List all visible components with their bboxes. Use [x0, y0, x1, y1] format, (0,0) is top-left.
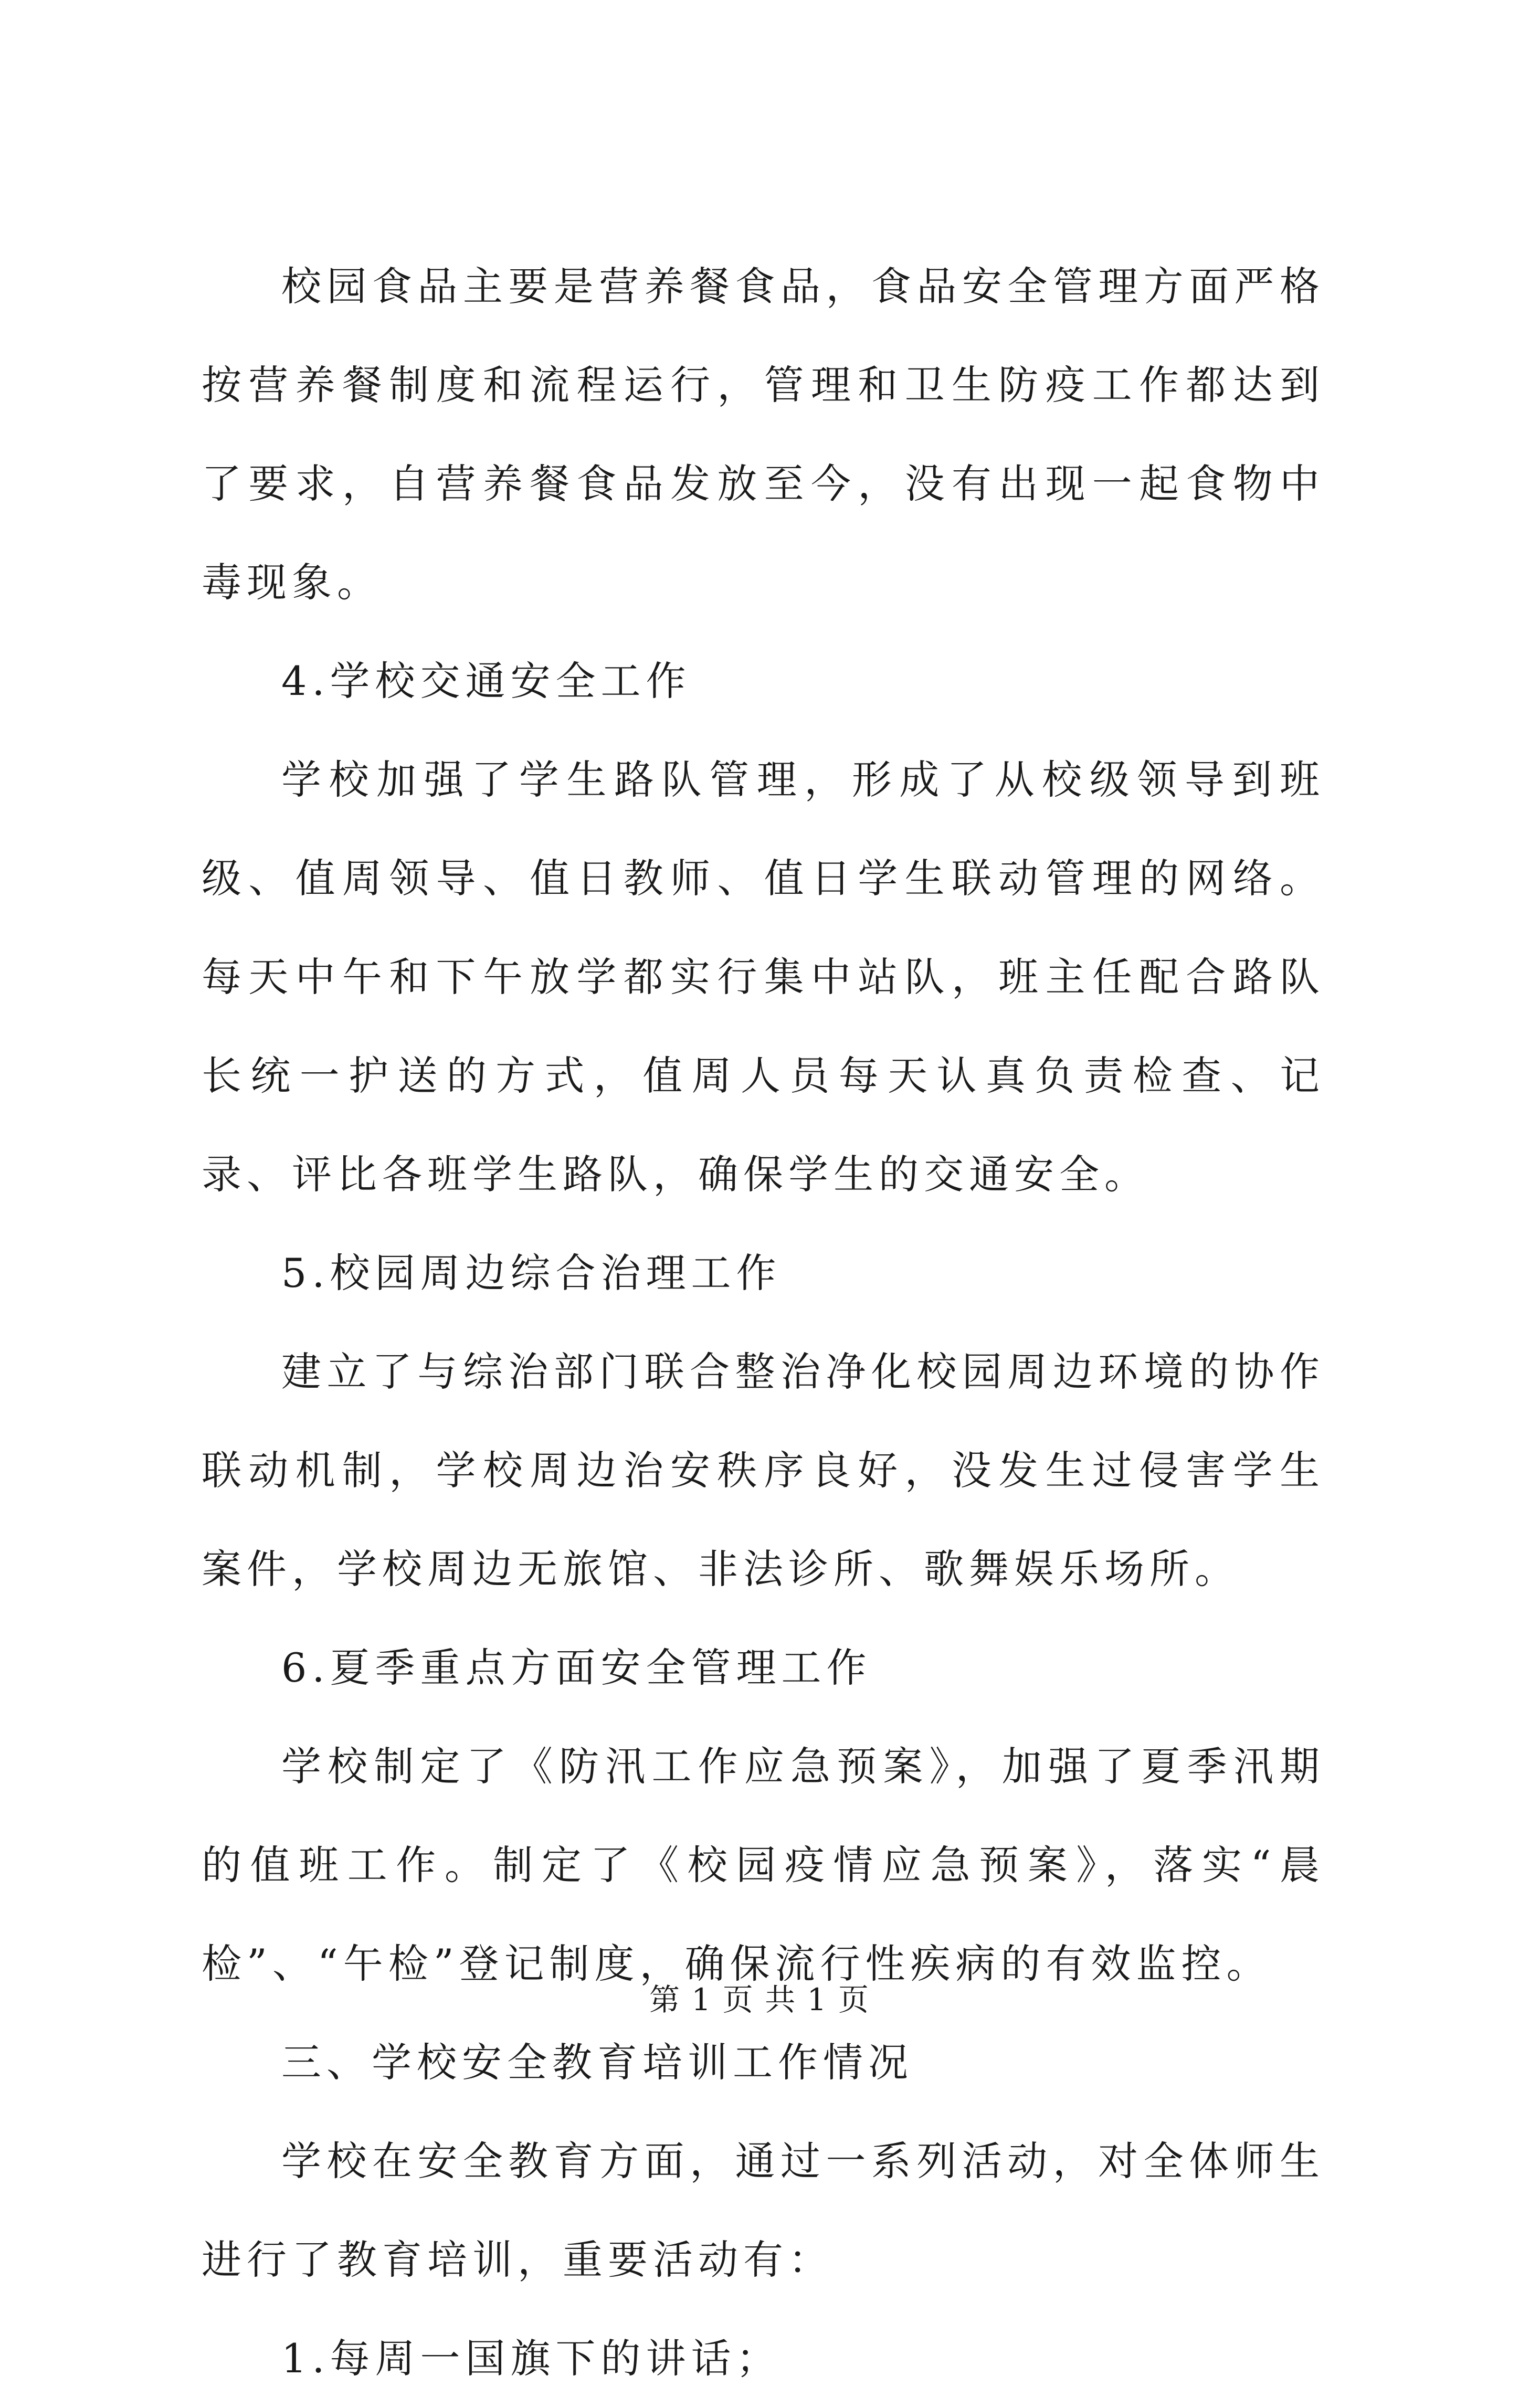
paragraph-safety-education: 学校在安全教育方面，通过一系列活动，对全体师生进行了教育培训，重要活动有：: [202, 2138, 1325, 2283]
paragraph-campus-surroundings: 建立了与综治部门联合整治净化校园周边环境的协作联动机制，学校周边治安秩序良好，没发生过侵害学生案件，学校周边无旅馆、非法诊所、歌舞娱乐场所。: [202, 1348, 1325, 1592]
heading-summer-safety: 6.夏季重点方面安全管理工作: [281, 1644, 872, 1691]
page-number-footer: 第 1 页 共 1 页: [649, 1982, 870, 2018]
heading-safety-education: 三、学校安全教育培训工作情况: [281, 2039, 913, 2086]
paragraph-food-safety: 校园食品主要是营养餐食品，食品安全管理方面严格按营养餐制度和流程运行，管理和卫生防疫工作都达到了要求，自营养餐食品发放至今，没有出现一起食物中毒现象。: [202, 263, 1325, 606]
document-body: [202, 237, 1325, 2408]
list-item-flag-speech: 1.每周一国旗下的讲话；: [281, 2335, 782, 2382]
heading-campus-surroundings: 5.校园周边综合治理工作: [281, 1250, 782, 1296]
paragraph-traffic-safety: 学校加强了学生路队管理，形成了从校级领导到班级、值周领导、值日教师、值日学生联动管理的网络。每天中午和下午放学都实行集中站队，班主任配合路队长统一护送的方式，值周人员每天认真负责检查、记录、评比各班学生路队，确保学生的交通安全。: [202, 756, 1325, 1198]
heading-traffic-safety: 4.学校交通安全工作: [281, 658, 691, 704]
paragraph-summer-safety: 学校制定了《防汛工作应急预案》，加强了夏季汛期的值班工作。制定了《校园疫情应急预案》，落实“晨检”、“午检”登记制度，确保流行性疾病的有效监控。: [202, 1743, 1325, 1987]
